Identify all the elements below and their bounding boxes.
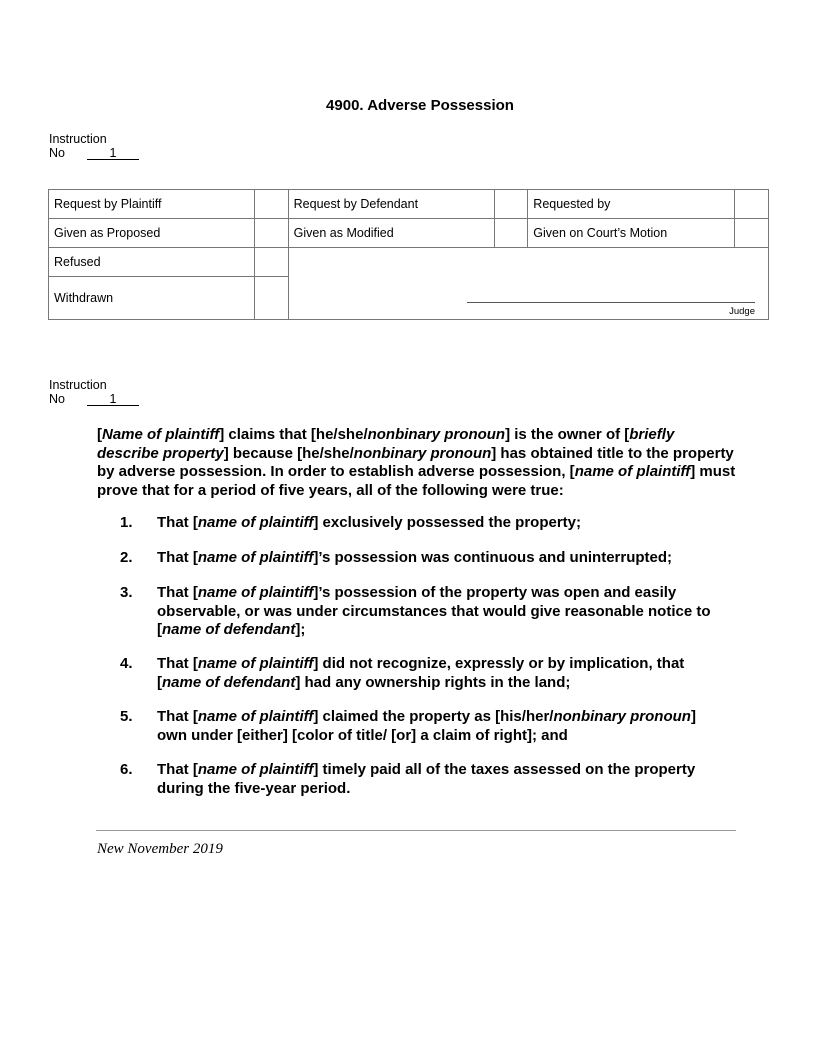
text-segment: That [: [157, 584, 198, 601]
text-segment: ] timely paid all of the taxes assessed on the property during the five-year period.: [157, 761, 696, 797]
given-as-proposed-box[interactable]: [254, 219, 288, 248]
placeholder-text: name of defendant: [162, 673, 296, 691]
given-on-courts-motion-label: Given on Court’s Motion: [528, 219, 735, 248]
instruction-number-top: [49, 132, 139, 160]
disposition-table: [48, 189, 769, 320]
instruction-no-value: 1: [87, 393, 139, 406]
text-segment: ] claimed the property as [his/her/: [313, 708, 554, 725]
instruction-label: Instruction: [49, 132, 107, 146]
given-as-modified-label: Given as Modified: [288, 219, 494, 248]
text-segment: ] because [he/she/: [223, 444, 354, 462]
item-number: 6.: [120, 761, 133, 778]
text-segment: ]’s possession was continuous and uninterrupted;: [313, 549, 673, 566]
instruction-number-bottom: [49, 378, 139, 406]
text-segment: ] exclusively possessed the property;: [313, 514, 581, 531]
item-text: [157, 514, 727, 533]
text-segment: ]’s possession of the property was open and easily observable, or was under circumstances that would give reasonable notice to [: [157, 584, 711, 639]
text-segment: ] is the owner of [: [505, 426, 630, 443]
instruction-no-value: 1: [87, 147, 139, 160]
no-label: No: [49, 392, 65, 406]
item-number: 3.: [120, 584, 133, 601]
item-text: [157, 584, 727, 640]
text-segment: ] did not recognize, expressly or by implication, that [: [157, 655, 685, 691]
instruction-intro: [97, 426, 737, 500]
placeholder-text: nonbinary pronoun: [553, 708, 691, 725]
placeholder-text: briefly describe property: [97, 426, 675, 462]
placeholder-text: name of plaintiff: [197, 708, 314, 725]
text-segment: ];: [295, 621, 306, 639]
text-segment: ] has obtained title to the property by adverse possession. In order to establish adverse possession, [: [97, 444, 734, 481]
withdrawn-box[interactable]: [254, 277, 288, 320]
footer-divider: [96, 830, 736, 831]
placeholder-text: name of plaintiff: [197, 761, 314, 778]
text-segment: ] own under [either] [color of title/ [or] a claim of right]; and: [157, 708, 696, 744]
item-number: 1.: [120, 514, 133, 531]
placeholder-text: nonbinary pronoun: [353, 444, 492, 462]
text-segment: That [: [157, 655, 198, 672]
judge-signature-line[interactable]: [467, 302, 755, 303]
judge-signature-cell: [288, 248, 768, 320]
instruction-label: Instruction: [49, 378, 107, 392]
text-segment: That [: [157, 514, 198, 531]
placeholder-text: name of plaintiff: [574, 463, 691, 481]
text-segment: [: [97, 426, 102, 443]
item-text: [157, 549, 727, 568]
request-by-plaintiff-label: Request by Plaintiff: [49, 190, 255, 219]
page-title: 4900. Adverse Possession: [326, 97, 514, 114]
item-text: [157, 761, 727, 798]
placeholder-text: name of plaintiff: [197, 514, 314, 531]
placeholder-text: name of defendant: [162, 621, 296, 639]
request-by-defendant-box[interactable]: [494, 190, 528, 219]
text-segment: That [: [157, 761, 198, 778]
text-segment: That [: [157, 708, 198, 725]
item-number: 4.: [120, 655, 133, 672]
requested-by-label: Requested by: [528, 190, 735, 219]
text-segment: That [: [157, 549, 198, 566]
item-number: 2.: [120, 549, 133, 566]
placeholder-text: Name of plaintiff: [102, 426, 220, 443]
refused-label: Refused: [49, 248, 255, 277]
withdrawn-label: Withdrawn: [49, 277, 255, 320]
placeholder-text: name of plaintiff: [197, 549, 314, 566]
request-by-plaintiff-box[interactable]: [254, 190, 288, 219]
revision-note: New November 2019: [97, 841, 223, 857]
refused-box[interactable]: [254, 248, 288, 277]
item-text: [157, 708, 727, 745]
request-by-defendant-label: Request by Defendant: [288, 190, 494, 219]
placeholder-text: name of plaintiff: [197, 584, 314, 601]
item-text: [157, 655, 727, 692]
text-segment: ] had any ownership rights in the land;: [295, 673, 571, 691]
no-label: No: [49, 146, 65, 160]
given-on-courts-motion-box[interactable]: [735, 219, 769, 248]
given-as-modified-box[interactable]: [494, 219, 528, 248]
requested-by-box[interactable]: [735, 190, 769, 219]
placeholder-text: name of plaintiff: [197, 655, 314, 672]
placeholder-text: nonbinary pronoun: [367, 426, 506, 443]
item-number: 5.: [120, 708, 133, 725]
given-as-proposed-label: Given as Proposed: [49, 219, 255, 248]
text-segment: ] must prove that for a period of five years, all of the following were true:: [97, 463, 736, 499]
text-segment: ] claims that [he/she/: [219, 426, 368, 443]
judge-label: Judge: [729, 306, 755, 317]
